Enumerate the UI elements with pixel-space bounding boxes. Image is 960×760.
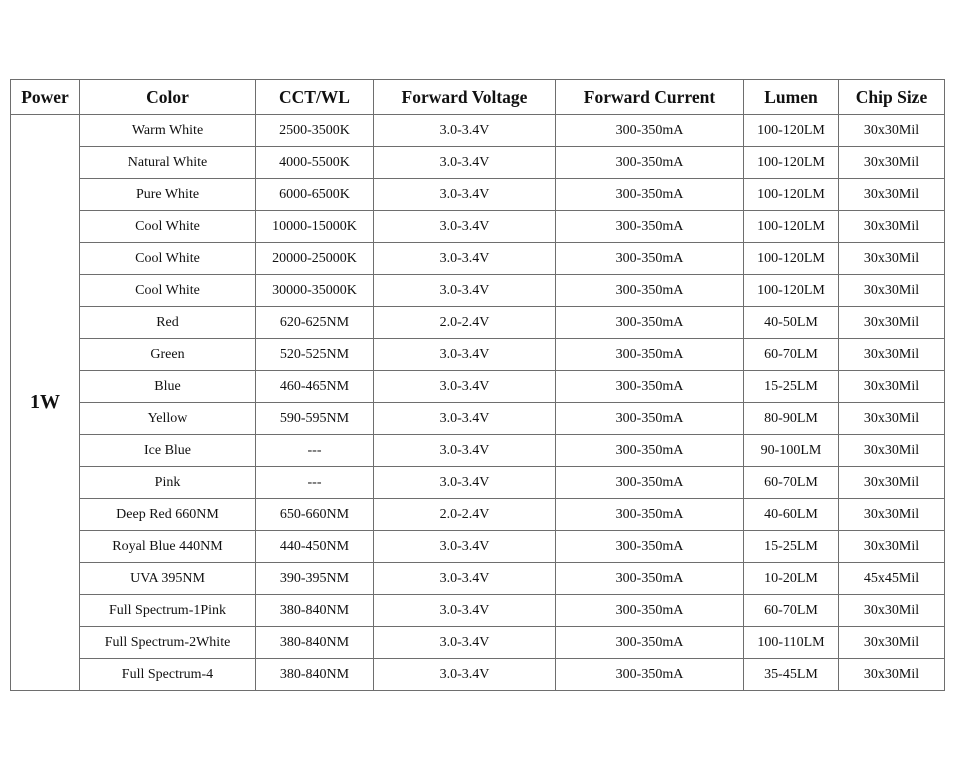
cell-color: Warm White [80,115,256,147]
cell-forward-current: 300-350mA [556,531,744,563]
cell-forward-voltage: 3.0-3.4V [374,147,556,179]
cell-cct-wl: 390-395NM [256,563,374,595]
cell-color: Yellow [80,403,256,435]
cell-color: Ice Blue [80,435,256,467]
cell-forward-current: 300-350mA [556,211,744,243]
cell-cct-wl: --- [256,467,374,499]
cell-forward-current: 300-350mA [556,499,744,531]
cell-forward-current: 300-350mA [556,371,744,403]
cell-forward-voltage: 3.0-3.4V [374,179,556,211]
cell-color: Pink [80,467,256,499]
cell-lumen: 100-120LM [744,147,839,179]
cell-chip-size: 30x30Mil [839,659,945,691]
header-color: Color [80,80,256,115]
table-row [11,115,945,147]
cell-chip-size: 30x30Mil [839,147,945,179]
cell-color: Deep Red 660NM [80,499,256,531]
cell-forward-voltage: 3.0-3.4V [374,595,556,627]
cell-color: Green [80,339,256,371]
cell-forward-voltage: 2.0-2.4V [374,307,556,339]
table-row [11,371,945,403]
table-body [11,115,945,691]
cell-chip-size: 30x30Mil [839,307,945,339]
cell-forward-current: 300-350mA [556,659,744,691]
cell-chip-size: 30x30Mil [839,595,945,627]
header-chip-size: Chip Size [839,80,945,115]
cell-chip-size: 30x30Mil [839,371,945,403]
cell-cct-wl: 4000-5500K [256,147,374,179]
cell-forward-current: 300-350mA [556,467,744,499]
cell-forward-current: 300-350mA [556,115,744,147]
header-forward-voltage: Forward Voltage [374,80,556,115]
header-forward-current: Forward Current [556,80,744,115]
cell-cct-wl: 20000-25000K [256,243,374,275]
cell-forward-current: 300-350mA [556,435,744,467]
cell-forward-voltage: 3.0-3.4V [374,627,556,659]
cell-cct-wl: 620-625NM [256,307,374,339]
cell-color: Cool White [80,275,256,307]
cell-chip-size: 30x30Mil [839,275,945,307]
cell-forward-voltage: 3.0-3.4V [374,435,556,467]
cell-forward-current: 300-350mA [556,563,744,595]
cell-lumen: 100-120LM [744,115,839,147]
cell-cct-wl: 460-465NM [256,371,374,403]
table-row [11,563,945,595]
cell-color: Blue [80,371,256,403]
cell-chip-size: 45x45Mil [839,563,945,595]
cell-chip-size: 30x30Mil [839,179,945,211]
table-row [11,147,945,179]
cell-color: UVA 395NM [80,563,256,595]
cell-forward-current: 300-350mA [556,147,744,179]
cell-forward-voltage: 3.0-3.4V [374,531,556,563]
cell-forward-voltage: 3.0-3.4V [374,467,556,499]
cell-forward-voltage: 3.0-3.4V [374,243,556,275]
table-row [11,659,945,691]
table-row [11,499,945,531]
cell-cct-wl: 2500-3500K [256,115,374,147]
cell-lumen: 15-25LM [744,531,839,563]
cell-forward-current: 300-350mA [556,403,744,435]
cell-cct-wl: 380-840NM [256,659,374,691]
header-cct-wl: CCT/WL [256,80,374,115]
cell-power: 1W [11,115,80,691]
table-row [11,243,945,275]
cell-lumen: 100-120LM [744,243,839,275]
cell-color: Full Spectrum-4 [80,659,256,691]
cell-forward-voltage: 2.0-2.4V [374,499,556,531]
header-lumen: Lumen [744,80,839,115]
cell-forward-voltage: 3.0-3.4V [374,563,556,595]
cell-chip-size: 30x30Mil [839,211,945,243]
cell-color: Full Spectrum-1Pink [80,595,256,627]
table-row [11,339,945,371]
cell-color: Royal Blue 440NM [80,531,256,563]
cell-cct-wl: 380-840NM [256,595,374,627]
table-row [11,275,945,307]
cell-lumen: 60-70LM [744,595,839,627]
cell-cct-wl: 10000-15000K [256,211,374,243]
cell-forward-current: 300-350mA [556,179,744,211]
cell-lumen: 10-20LM [744,563,839,595]
led-spec-table [10,79,945,691]
cell-chip-size: 30x30Mil [839,467,945,499]
cell-color: Cool White [80,211,256,243]
cell-cct-wl: 380-840NM [256,627,374,659]
cell-chip-size: 30x30Mil [839,115,945,147]
cell-lumen: 60-70LM [744,467,839,499]
cell-forward-voltage: 3.0-3.4V [374,211,556,243]
table-row [11,403,945,435]
cell-lumen: 60-70LM [744,339,839,371]
cell-lumen: 40-50LM [744,307,839,339]
cell-cct-wl: 590-595NM [256,403,374,435]
cell-lumen: 100-120LM [744,275,839,307]
cell-chip-size: 30x30Mil [839,403,945,435]
table-row [11,531,945,563]
header-row [11,80,945,115]
cell-forward-current: 300-350mA [556,243,744,275]
cell-cct-wl: 440-450NM [256,531,374,563]
cell-forward-voltage: 3.0-3.4V [374,275,556,307]
cell-cct-wl: 520-525NM [256,339,374,371]
cell-forward-voltage: 3.0-3.4V [374,115,556,147]
table-row [11,211,945,243]
cell-color: Red [80,307,256,339]
cell-lumen: 80-90LM [744,403,839,435]
cell-forward-voltage: 3.0-3.4V [374,371,556,403]
table-row [11,467,945,499]
table-row [11,595,945,627]
cell-lumen: 35-45LM [744,659,839,691]
cell-lumen: 15-25LM [744,371,839,403]
cell-cct-wl: 6000-6500K [256,179,374,211]
cell-color: Natural White [80,147,256,179]
table-row [11,435,945,467]
cell-lumen: 40-60LM [744,499,839,531]
cell-color: Pure White [80,179,256,211]
cell-chip-size: 30x30Mil [839,531,945,563]
header-power: Power [11,80,80,115]
table-row [11,307,945,339]
table-row [11,179,945,211]
cell-chip-size: 30x30Mil [839,627,945,659]
cell-forward-voltage: 3.0-3.4V [374,339,556,371]
cell-cct-wl: 650-660NM [256,499,374,531]
cell-forward-current: 300-350mA [556,307,744,339]
cell-lumen: 100-120LM [744,211,839,243]
table-row [11,627,945,659]
cell-lumen: 100-110LM [744,627,839,659]
cell-lumen: 100-120LM [744,179,839,211]
cell-chip-size: 30x30Mil [839,435,945,467]
cell-color: Cool White [80,243,256,275]
cell-forward-current: 300-350mA [556,339,744,371]
cell-cct-wl: 30000-35000K [256,275,374,307]
cell-chip-size: 30x30Mil [839,339,945,371]
cell-cct-wl: --- [256,435,374,467]
cell-chip-size: 30x30Mil [839,243,945,275]
cell-forward-voltage: 3.0-3.4V [374,403,556,435]
cell-color: Full Spectrum-2White [80,627,256,659]
cell-forward-voltage: 3.0-3.4V [374,659,556,691]
cell-lumen: 90-100LM [744,435,839,467]
cell-forward-current: 300-350mA [556,275,744,307]
cell-chip-size: 30x30Mil [839,499,945,531]
cell-forward-current: 300-350mA [556,627,744,659]
cell-forward-current: 300-350mA [556,595,744,627]
